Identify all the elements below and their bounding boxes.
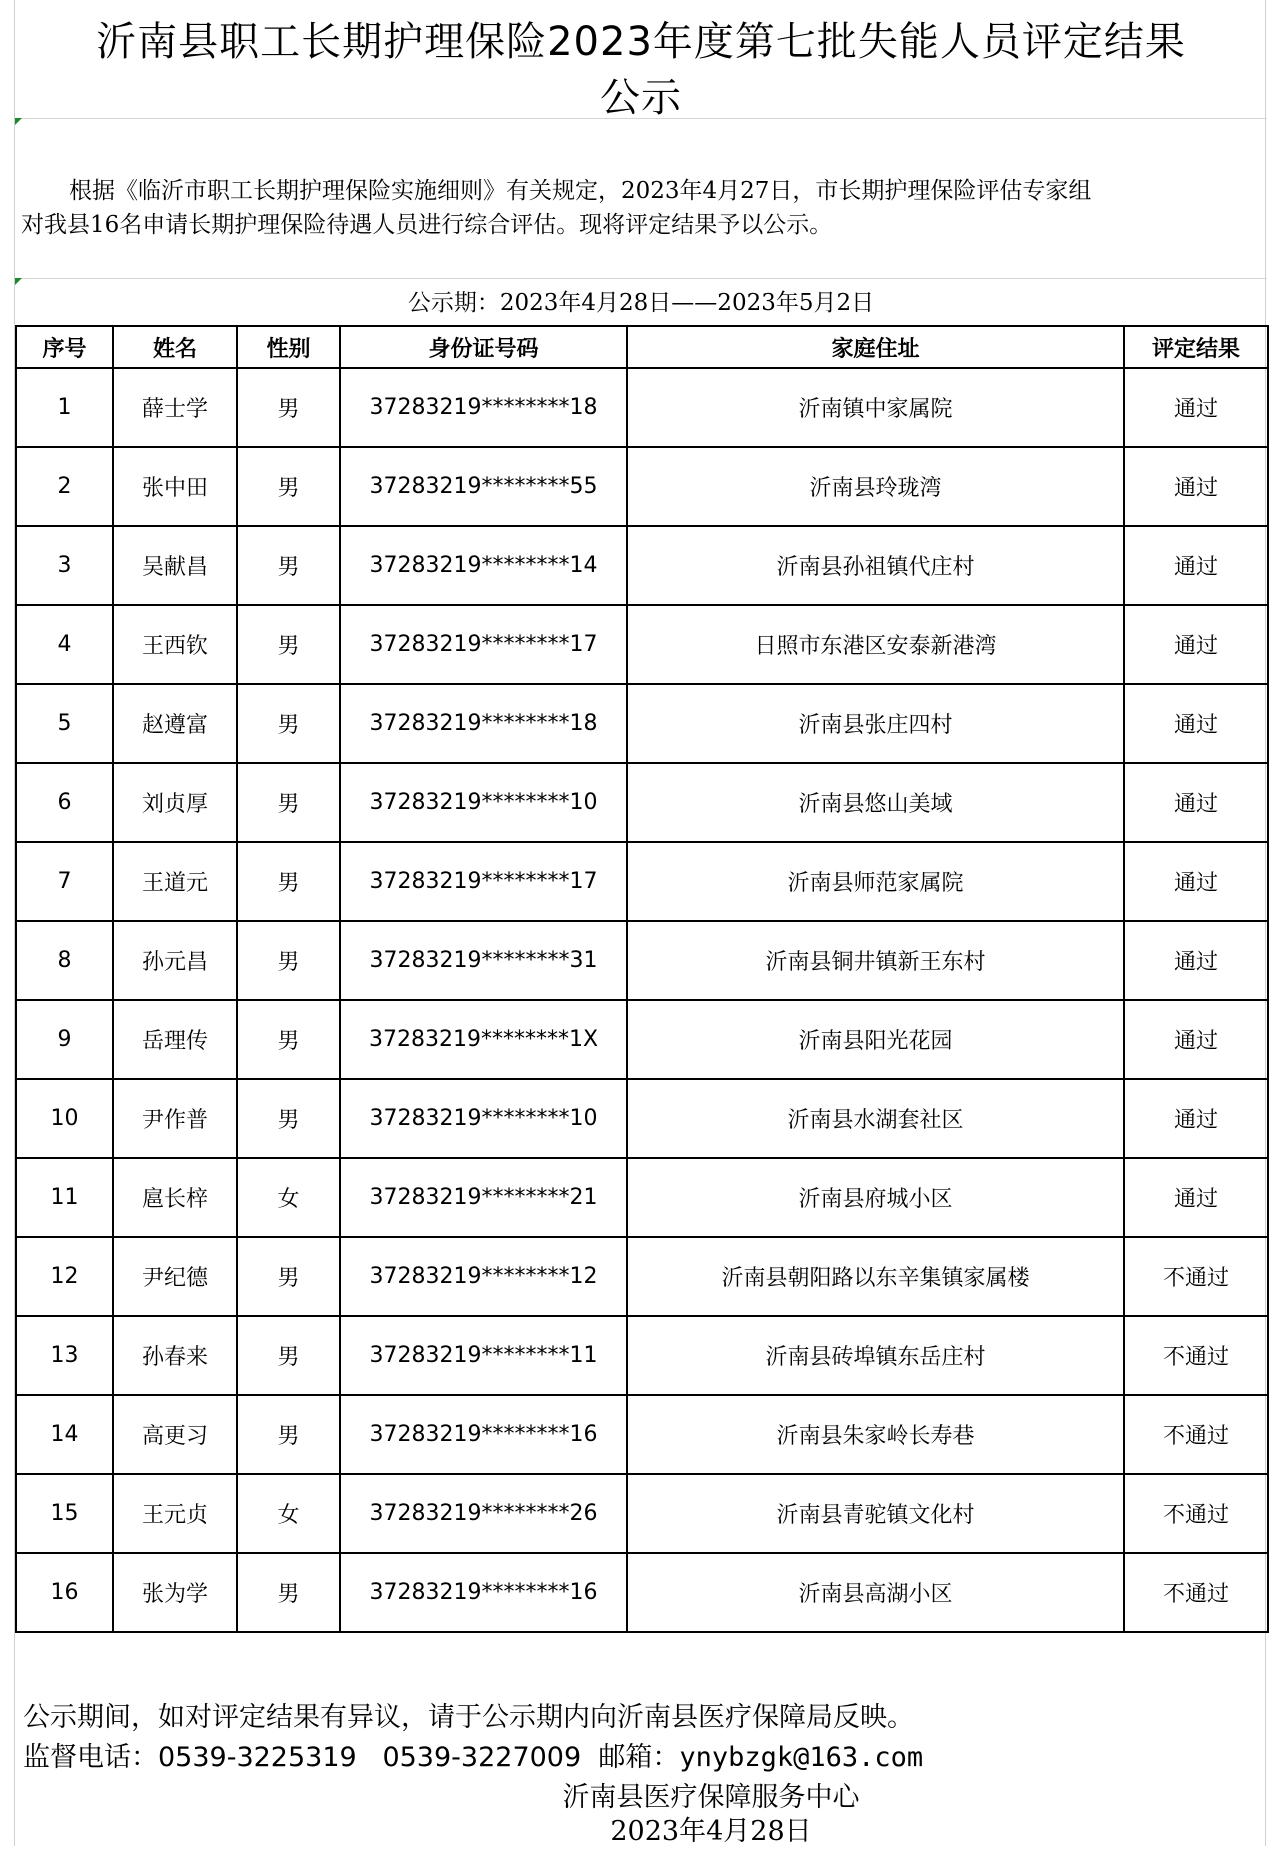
title-divider — [15, 118, 1267, 119]
cell-gender: 男 — [237, 1000, 340, 1079]
cell-gender: 男 — [237, 1553, 340, 1632]
table-row — [16, 1237, 1268, 1316]
cell-result: 通过 — [1124, 1079, 1268, 1158]
cell-id-number: 37283219********14 — [340, 526, 627, 605]
cell-index: 2 — [16, 447, 113, 526]
cell-address: 沂南县水湖套社区 — [627, 1079, 1124, 1158]
cell-index: 14 — [16, 1395, 113, 1474]
cell-address: 沂南县砖埠镇东岳庄村 — [627, 1316, 1124, 1395]
table-row — [16, 921, 1268, 1000]
cell-index: 3 — [16, 526, 113, 605]
cell-name: 王元贞 — [113, 1474, 237, 1553]
cell-address: 沂南县玲珑湾 — [627, 447, 1124, 526]
notice-document — [14, 0, 1266, 1846]
cell-result: 通过 — [1124, 684, 1268, 763]
intro-divider — [15, 278, 1267, 279]
cell-address: 沂南镇中家属院 — [627, 368, 1124, 447]
cell-id-number: 37283219********26 — [340, 1474, 627, 1553]
table-row — [16, 1158, 1268, 1237]
cell-result: 通过 — [1124, 447, 1268, 526]
cell-result: 通过 — [1124, 842, 1268, 921]
cell-index: 10 — [16, 1079, 113, 1158]
cell-address: 沂南县朝阳路以东辛集镇家属楼 — [627, 1237, 1124, 1316]
table-header-row — [16, 326, 1268, 368]
cell-gender: 男 — [237, 526, 340, 605]
cell-index: 12 — [16, 1237, 113, 1316]
cell-gender: 女 — [237, 1158, 340, 1237]
cell-result: 不通过 — [1124, 1316, 1268, 1395]
intro-paragraph — [21, 174, 1265, 242]
cell-address: 沂南县铜井镇新王东村 — [627, 921, 1124, 1000]
cell-id-number: 37283219********10 — [340, 763, 627, 842]
cell-id-number: 37283219********17 — [340, 842, 627, 921]
cell-marker-icon — [15, 118, 22, 125]
cell-id-number: 37283219********1X — [340, 1000, 627, 1079]
cell-name: 张中田 — [113, 447, 237, 526]
cell-name: 刘贞厚 — [113, 763, 237, 842]
cell-id-number: 37283219********55 — [340, 447, 627, 526]
cell-name: 赵遵富 — [113, 684, 237, 763]
cell-address: 沂南县师范家属院 — [627, 842, 1124, 921]
cell-name: 高更习 — [113, 1395, 237, 1474]
table-row — [16, 763, 1268, 842]
cell-name: 王西钦 — [113, 605, 237, 684]
table-row — [16, 684, 1268, 763]
table-row — [16, 1395, 1268, 1474]
cell-name: 岳理传 — [113, 1000, 237, 1079]
evaluation-results-table — [15, 325, 1269, 1633]
header-index: 序号 — [16, 326, 113, 368]
cell-name: 吴献昌 — [113, 526, 237, 605]
cell-id-number: 37283219********10 — [340, 1079, 627, 1158]
header-result: 评定结果 — [1124, 326, 1268, 368]
table-row — [16, 605, 1268, 684]
cell-result: 不通过 — [1124, 1395, 1268, 1474]
header-name: 姓名 — [113, 326, 237, 368]
objection-notice: 公示期间，如对评定结果有异议，请于公示期内向沂南县医疗保障局反映。 — [23, 1702, 914, 1733]
cell-result: 通过 — [1124, 1158, 1268, 1237]
cell-id-number: 37283219********18 — [340, 684, 627, 763]
cell-index: 8 — [16, 921, 113, 1000]
table-row — [16, 1079, 1268, 1158]
cell-name: 尹作普 — [113, 1079, 237, 1158]
cell-gender: 男 — [237, 1316, 340, 1395]
issue-date: 2023年4月28日 — [610, 1816, 812, 1847]
cell-index: 9 — [16, 1000, 113, 1079]
cell-id-number: 37283219********11 — [340, 1316, 627, 1395]
cell-name: 张为学 — [113, 1553, 237, 1632]
table-row — [16, 447, 1268, 526]
cell-name: 孙春来 — [113, 1316, 237, 1395]
publicity-period: 公示期：2023年4月28日——2023年5月2日 — [407, 290, 875, 316]
cell-gender: 男 — [237, 763, 340, 842]
cell-gender: 女 — [237, 1474, 340, 1553]
issuing-organization: 沂南县医疗保障服务中心 — [562, 1782, 860, 1813]
cell-address: 沂南县高湖小区 — [627, 1553, 1124, 1632]
cell-marker-icon — [15, 278, 22, 285]
cell-result: 通过 — [1124, 526, 1268, 605]
cell-index: 16 — [16, 1553, 113, 1632]
cell-address: 沂南县孙祖镇代庄村 — [627, 526, 1124, 605]
cell-address: 沂南县朱家岭长寿巷 — [627, 1395, 1124, 1474]
cell-gender: 男 — [237, 447, 340, 526]
cell-gender: 男 — [237, 921, 340, 1000]
cell-gender: 男 — [237, 368, 340, 447]
header-gender: 性别 — [237, 326, 340, 368]
title-line-1: 沂南县职工长期护理保险2023年度第七批失能人员评定结果 — [96, 19, 1186, 65]
cell-name: 薛士学 — [113, 368, 237, 447]
cell-id-number: 37283219********16 — [340, 1553, 627, 1632]
cell-result: 通过 — [1124, 605, 1268, 684]
table-row — [16, 1553, 1268, 1632]
intro-line-1: 根据《临沂市职工长期护理保险实施细则》有关规定，2023年4月27日，市长期护理保险评估专家组 — [69, 178, 1092, 204]
table-body — [16, 368, 1268, 1632]
cell-id-number: 37283219********18 — [340, 368, 627, 447]
email-label: 邮箱： — [598, 1742, 680, 1773]
cell-gender: 男 — [237, 842, 340, 921]
cell-result: 不通过 — [1124, 1474, 1268, 1553]
table-row — [16, 1474, 1268, 1553]
cell-gender: 男 — [237, 1395, 340, 1474]
header-address: 家庭住址 — [627, 326, 1124, 368]
header-id-number: 身份证号码 — [340, 326, 627, 368]
intro-line-2: 对我县16名申请长期护理保险待遇人员进行综合评估。现将评定结果予以公示。 — [21, 212, 833, 238]
cell-name: 扈长梓 — [113, 1158, 237, 1237]
cell-index: 11 — [16, 1158, 113, 1237]
title-line-2: 公示 — [600, 75, 682, 121]
table-row — [16, 1000, 1268, 1079]
cell-index: 5 — [16, 684, 113, 763]
cell-id-number: 37283219********16 — [340, 1395, 627, 1474]
document-title — [15, 14, 1267, 126]
cell-address: 沂南县阳光花园 — [627, 1000, 1124, 1079]
phone-label: 监督电话： — [23, 1742, 158, 1773]
cell-gender: 男 — [237, 1079, 340, 1158]
cell-address: 沂南县青驼镇文化村 — [627, 1474, 1124, 1553]
table-row — [16, 1316, 1268, 1395]
contact-line — [23, 1740, 923, 1776]
cell-gender: 男 — [237, 1237, 340, 1316]
cell-result: 通过 — [1124, 763, 1268, 842]
cell-gender: 男 — [237, 684, 340, 763]
phone-number-1: 0539-3225319 — [158, 1742, 357, 1773]
table-row — [16, 368, 1268, 447]
table-row — [16, 526, 1268, 605]
cell-address: 沂南县张庄四村 — [627, 684, 1124, 763]
cell-address: 沂南县悠山美域 — [627, 763, 1124, 842]
cell-index: 7 — [16, 842, 113, 921]
cell-result: 通过 — [1124, 1000, 1268, 1079]
cell-address: 日照市东港区安泰新港湾 — [627, 605, 1124, 684]
cell-index: 4 — [16, 605, 113, 684]
cell-name: 王道元 — [113, 842, 237, 921]
cell-index: 1 — [16, 368, 113, 447]
cell-index: 13 — [16, 1316, 113, 1395]
cell-gender: 男 — [237, 605, 340, 684]
cell-index: 15 — [16, 1474, 113, 1553]
cell-id-number: 37283219********17 — [340, 605, 627, 684]
email-address: ynybzgk@163.com — [679, 1742, 924, 1773]
cell-result: 通过 — [1124, 921, 1268, 1000]
phone-number-2: 0539-3227009 — [382, 1742, 582, 1773]
cell-address: 沂南县府城小区 — [627, 1158, 1124, 1237]
cell-index: 6 — [16, 763, 113, 842]
cell-result: 通过 — [1124, 368, 1268, 447]
cell-id-number: 37283219********21 — [340, 1158, 627, 1237]
cell-result: 不通过 — [1124, 1237, 1268, 1316]
cell-name: 孙元昌 — [113, 921, 237, 1000]
cell-result: 不通过 — [1124, 1553, 1268, 1632]
table-row — [16, 842, 1268, 921]
cell-name: 尹纪德 — [113, 1237, 237, 1316]
cell-id-number: 37283219********31 — [340, 921, 627, 1000]
cell-id-number: 37283219********12 — [340, 1237, 627, 1316]
